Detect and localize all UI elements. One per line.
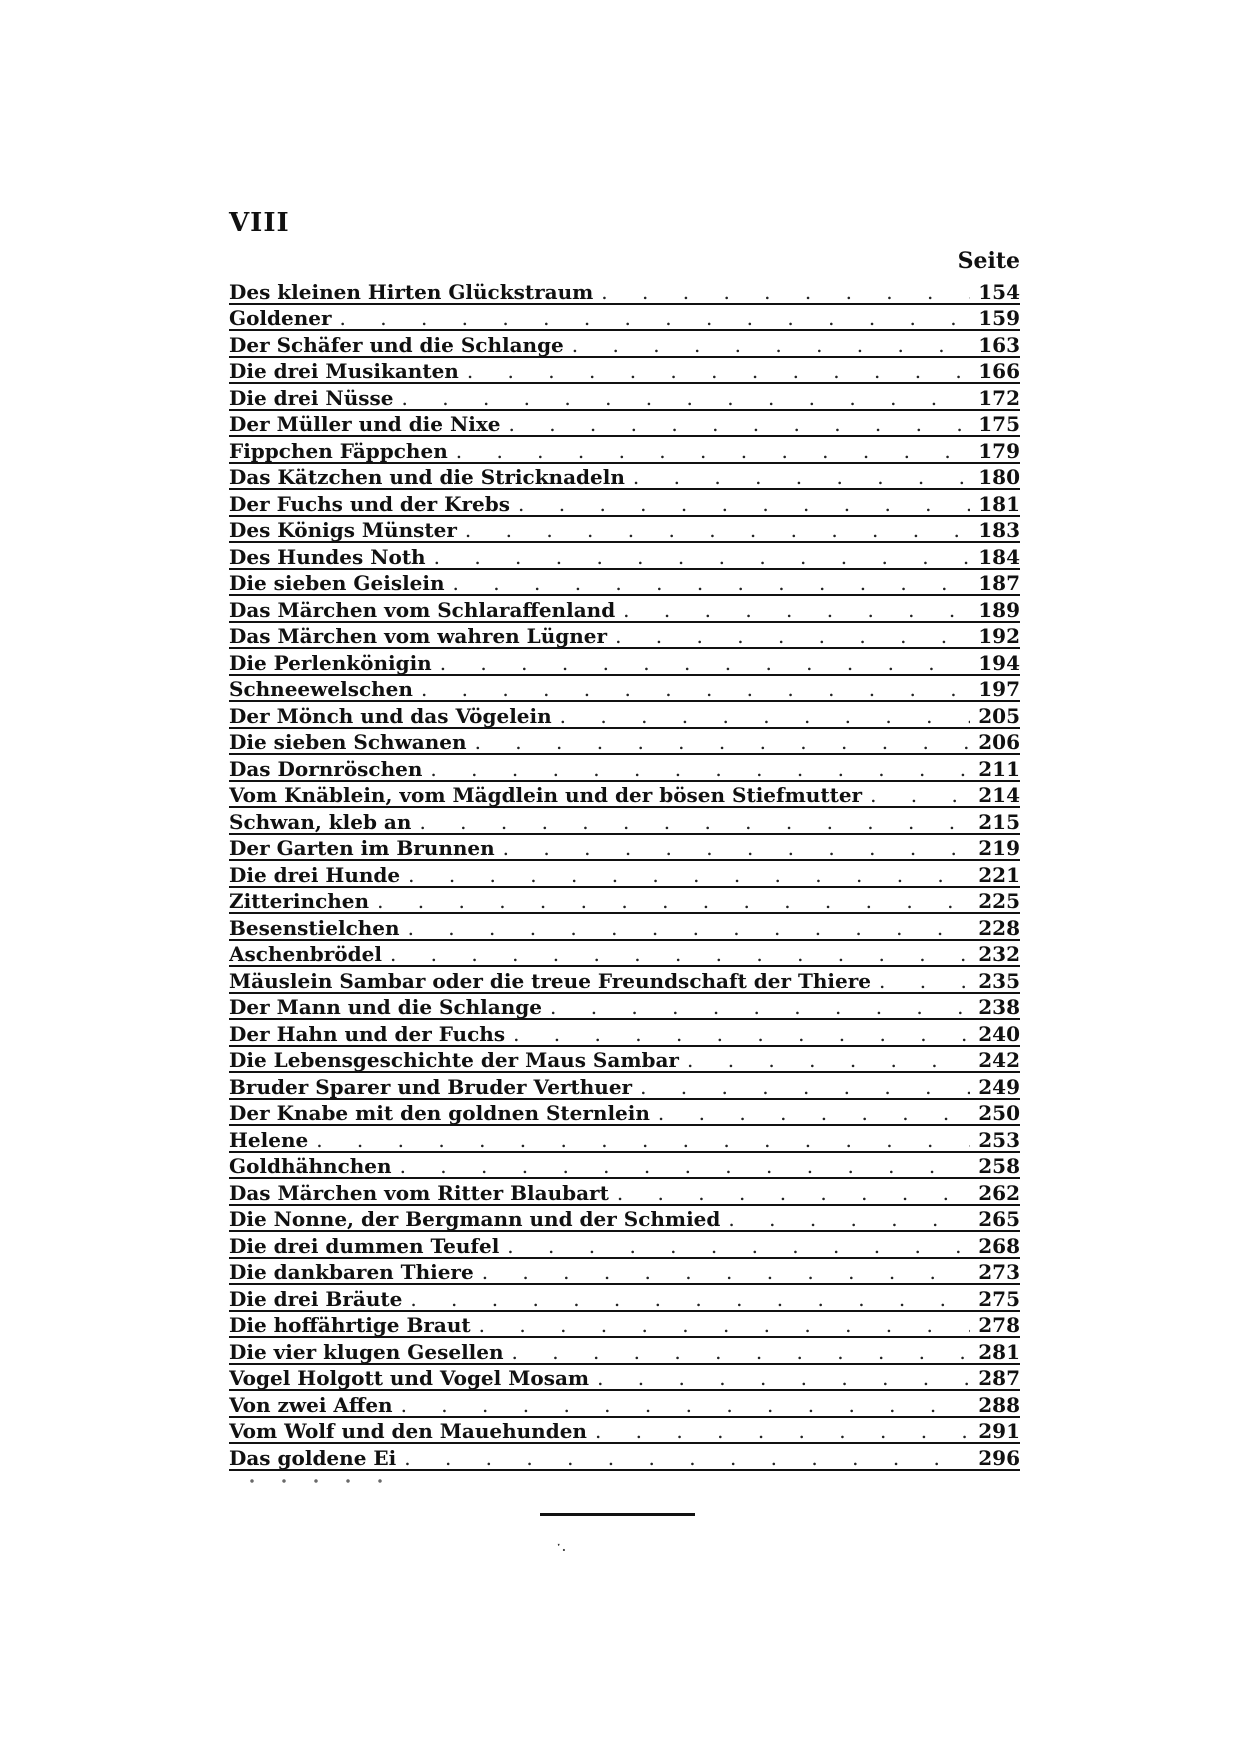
toc-entry-page: 296 — [978, 1445, 1020, 1470]
toc-entry — [229, 543, 1020, 570]
toc-entry-title: Die vier klugen Gesellen — [229, 1339, 504, 1364]
toc-entry-page: 215 — [978, 809, 1020, 834]
toc-entry — [229, 888, 1020, 915]
toc-entry-title: Die drei dummen Teufel — [229, 1233, 500, 1258]
toc-entry-title: Der Knabe mit den goldnen Sternlein — [229, 1101, 650, 1125]
dot-leader — [377, 890, 970, 912]
dot-leader — [340, 307, 970, 329]
dot-leader — [401, 1394, 970, 1416]
toc-entry — [229, 437, 1020, 464]
dot-leader — [560, 705, 970, 727]
toc-entry — [229, 1206, 1020, 1233]
toc-entry-title: Die dankbaren Thiere — [229, 1260, 474, 1284]
toc-entry — [229, 1153, 1020, 1180]
toc-entry — [229, 649, 1020, 676]
dot-leader — [404, 1447, 970, 1469]
toc-entry-title: Das Kätzchen und die Stricknadeln — [229, 465, 625, 489]
toc-entry-page: 262 — [978, 1180, 1020, 1205]
stray-print-marks — [236, 1478, 396, 1484]
toc-entry — [229, 755, 1020, 782]
dot-leader — [728, 1208, 970, 1230]
toc-entry-page: 179 — [978, 438, 1020, 463]
toc-entry — [229, 702, 1020, 729]
toc-entry-title: Bruder Sparer und Bruder Verthuer — [229, 1074, 633, 1099]
toc-entry-page: 221 — [978, 862, 1020, 887]
toc-entry-title: Mäuslein Sambar oder die treue Freundschaft der Thiere — [229, 968, 872, 993]
toc-entry-page: 291 — [978, 1419, 1020, 1443]
toc-entry — [229, 1444, 1020, 1471]
dot-leader — [617, 1182, 970, 1204]
dot-leader — [402, 387, 970, 409]
toc-entry-page: 172 — [978, 385, 1020, 410]
toc-entry-title: Das Märchen vom wahren Lügner — [229, 624, 608, 648]
toc-entry-page: 187 — [978, 571, 1020, 595]
toc-entry — [229, 676, 1020, 703]
toc-entry-page: 249 — [978, 1074, 1020, 1099]
dot-leader — [687, 1049, 970, 1071]
toc-entry-title: Die sieben Schwanen — [229, 730, 467, 754]
toc-entry-title: Des kleinen Hirten Glückstraum — [229, 279, 594, 304]
toc-entry-page: 268 — [978, 1233, 1020, 1258]
toc-entry — [229, 914, 1020, 941]
toc-entry-page: 211 — [978, 756, 1020, 781]
toc-entry-page: 183 — [978, 518, 1020, 542]
dot-leader — [550, 996, 970, 1018]
toc-entry-page: 225 — [978, 889, 1020, 913]
dot-leader — [408, 864, 970, 886]
dot-leader — [430, 758, 970, 780]
toc-entry-title: Besenstielchen — [229, 915, 400, 940]
toc-entry-page: 281 — [978, 1339, 1020, 1364]
toc-entry — [229, 596, 1020, 623]
toc-entry-title: Des Hundes Noth — [229, 544, 426, 569]
dot-leader — [658, 1102, 970, 1124]
toc-entry-page: 180 — [978, 465, 1020, 489]
toc-entry-page: 288 — [978, 1392, 1020, 1417]
dot-leader — [503, 837, 970, 859]
dot-leader — [421, 678, 970, 700]
toc-entry — [229, 623, 1020, 650]
toc-entry-page: 181 — [978, 491, 1020, 516]
toc-entry-page: 166 — [978, 359, 1020, 383]
dot-leader — [623, 599, 970, 621]
toc-entry — [229, 305, 1020, 332]
toc-entry-page: 240 — [978, 1021, 1020, 1046]
toc-entry-title: Der Müller und die Nixe — [229, 412, 501, 436]
toc-entry — [229, 1047, 1020, 1074]
toc-entry-title: Die Nonne, der Bergmann und der Schmied — [229, 1207, 721, 1231]
toc-entry-page: 214 — [978, 783, 1020, 807]
toc-entry-page: 287 — [978, 1366, 1020, 1390]
toc-entry-title: Das Märchen vom Schlaraffenland — [229, 597, 616, 622]
toc-entry — [229, 861, 1020, 888]
toc-entry-page: 175 — [978, 412, 1020, 436]
dot-leader — [640, 1076, 970, 1098]
end-mark: ˑ. — [556, 1536, 567, 1555]
toc-entry-title: Schwan, kleb an — [229, 809, 412, 834]
toc-entry-page: 278 — [978, 1313, 1020, 1337]
dot-leader — [615, 625, 970, 647]
toc-entry-title: Aschenbrödel — [229, 942, 382, 966]
toc-entry-title: Das Märchen vom Ritter Blaubart — [229, 1180, 609, 1205]
toc-entry-page: 253 — [978, 1127, 1020, 1152]
dot-leader — [870, 784, 970, 806]
dot-leader — [475, 731, 970, 753]
toc-entry — [229, 358, 1020, 385]
toc-entry — [229, 570, 1020, 597]
dot-leader — [482, 1261, 970, 1283]
toc-entry — [229, 1285, 1020, 1312]
toc-entry-page: 205 — [978, 703, 1020, 728]
toc-entry-title: Zitterinchen — [229, 889, 370, 913]
toc-entry-page: 184 — [978, 544, 1020, 569]
toc-entry-page: 192 — [978, 624, 1020, 648]
toc-entry-title: Die drei Bräute — [229, 1286, 403, 1311]
dot-leader — [513, 1023, 970, 1045]
dot-leader — [601, 281, 970, 303]
toc-entry-page: 238 — [978, 995, 1020, 1019]
toc-entry-title: Fippchen Fäppchen — [229, 438, 448, 463]
toc-entry-title: Von zwei Affen — [229, 1392, 393, 1417]
dot-leader — [434, 546, 970, 568]
toc-entry-title: Der Garten im Brunnen — [229, 836, 495, 860]
toc-entry-page: 273 — [978, 1260, 1020, 1284]
dot-leader — [453, 572, 970, 594]
toc-entry — [229, 1338, 1020, 1365]
toc-entry-page: 163 — [978, 332, 1020, 357]
dot-leader — [465, 519, 970, 541]
toc-entry — [229, 1259, 1020, 1286]
toc-entry-page: 275 — [978, 1286, 1020, 1311]
toc-entry-title: Der Schäfer und die Schlange — [229, 332, 564, 357]
toc-entry-title: Die drei Hunde — [229, 862, 401, 887]
toc-entry-title: Vogel Holgott und Vogel Mosam — [229, 1366, 590, 1390]
toc-entry-page: 197 — [978, 677, 1020, 701]
toc-entry — [229, 1126, 1020, 1153]
toc-entry — [229, 808, 1020, 835]
toc-entry — [229, 384, 1020, 411]
dot-leader — [400, 1155, 970, 1177]
dot-leader — [456, 440, 970, 462]
dot-leader — [507, 1235, 970, 1257]
table-of-contents — [229, 278, 1020, 1471]
toc-entry-page: 242 — [978, 1048, 1020, 1072]
toc-entry-page: 258 — [978, 1154, 1020, 1178]
toc-entry — [229, 331, 1020, 358]
dot-leader — [479, 1314, 970, 1336]
dot-leader — [410, 1288, 970, 1310]
toc-entry — [229, 411, 1020, 438]
toc-entry-title: Helene — [229, 1127, 309, 1152]
dot-leader — [509, 413, 971, 435]
toc-entry — [229, 1232, 1020, 1259]
dot-leader — [879, 970, 970, 992]
toc-entry-page: 219 — [978, 836, 1020, 860]
toc-entry-title: Des Königs Münster — [229, 518, 457, 542]
toc-entry-title: Die hoffährtige Braut — [229, 1313, 471, 1337]
toc-entry-page: 194 — [978, 650, 1020, 675]
toc-entry — [229, 729, 1020, 756]
toc-entry-page: 189 — [978, 597, 1020, 622]
dot-leader — [408, 917, 970, 939]
toc-entry — [229, 464, 1020, 491]
toc-entry-title: Vom Wolf und den Mauehunden — [229, 1419, 587, 1443]
dot-leader — [518, 493, 970, 515]
toc-entry-title: Goldhähnchen — [229, 1154, 392, 1178]
end-rule — [540, 1513, 695, 1516]
toc-entry-title: Die drei Musikanten — [229, 359, 459, 383]
dot-leader — [572, 334, 970, 356]
toc-entry-title: Die sieben Geislein — [229, 571, 445, 595]
toc-entry-page: 154 — [978, 279, 1020, 304]
toc-entry — [229, 1100, 1020, 1127]
dot-leader — [597, 1367, 970, 1389]
toc-entry — [229, 994, 1020, 1021]
toc-entry — [229, 517, 1020, 544]
toc-entry-page: 228 — [978, 915, 1020, 940]
toc-entry — [229, 1391, 1020, 1418]
toc-entry-title: Der Hahn und der Fuchs — [229, 1021, 506, 1046]
page-column-heading: Seite — [957, 248, 1020, 274]
toc-entry-page: 159 — [978, 306, 1020, 330]
toc-entry-page: 265 — [978, 1207, 1020, 1231]
toc-entry-title: Der Mann und die Schlange — [229, 995, 542, 1019]
toc-entry-page: 206 — [978, 730, 1020, 754]
toc-entry-title: Goldener — [229, 306, 332, 330]
toc-entry — [229, 490, 1020, 517]
toc-entry — [229, 278, 1020, 305]
toc-entry-title: Die Perlenkönigin — [229, 650, 432, 675]
dot-leader — [512, 1341, 970, 1363]
toc-entry-title: Das Dornröschen — [229, 756, 423, 781]
toc-entry-title: Schneewelschen — [229, 677, 413, 701]
page-number: VIII — [229, 208, 290, 238]
toc-entry — [229, 1020, 1020, 1047]
dot-leader — [467, 360, 970, 382]
toc-entry — [229, 1073, 1020, 1100]
toc-entry-page: 250 — [978, 1101, 1020, 1125]
toc-entry — [229, 941, 1020, 968]
toc-entry-title: Vom Knäblein, vom Mägdlein und der bösen Stiefmutter — [229, 783, 863, 807]
toc-entry-title: Die Lebensgeschichte der Maus Sambar — [229, 1048, 679, 1072]
dot-leader — [419, 811, 970, 833]
dot-leader — [595, 1420, 970, 1442]
toc-entry — [229, 1418, 1020, 1445]
toc-entry-title: Das goldene Ei — [229, 1445, 397, 1470]
toc-entry-page: 232 — [978, 942, 1020, 966]
toc-entry-title: Der Mönch und das Vögelein — [229, 703, 552, 728]
toc-entry-page: 235 — [978, 968, 1020, 993]
toc-entry-title: Der Fuchs und der Krebs — [229, 491, 511, 516]
dot-leader — [390, 943, 970, 965]
toc-entry — [229, 1365, 1020, 1392]
toc-entry — [229, 782, 1020, 809]
toc-entry — [229, 967, 1020, 994]
toc-entry — [229, 1179, 1020, 1206]
toc-entry — [229, 835, 1020, 862]
dot-leader — [633, 466, 970, 488]
toc-entry — [229, 1312, 1020, 1339]
dot-leader — [316, 1129, 970, 1151]
dot-leader — [440, 652, 970, 674]
toc-entry-title: Die drei Nüsse — [229, 385, 394, 410]
